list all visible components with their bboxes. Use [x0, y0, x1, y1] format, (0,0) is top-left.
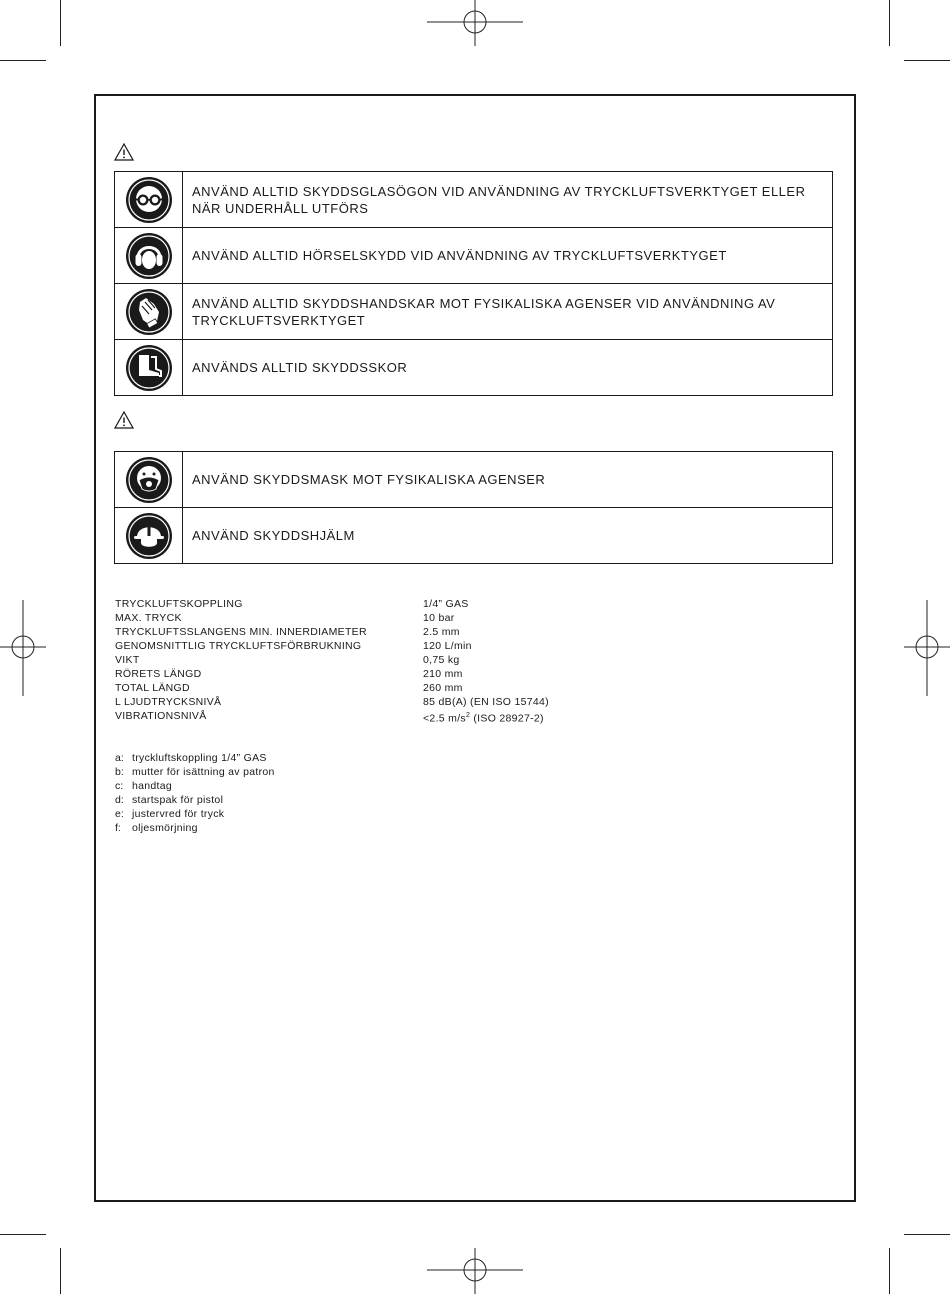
- crop-mark: [904, 60, 950, 61]
- list-item: [115, 751, 275, 765]
- list-item: [115, 807, 275, 821]
- part-label: handtag: [132, 780, 173, 792]
- safety-glasses-icon: [115, 172, 183, 227]
- crop-mark: [889, 1248, 890, 1294]
- spec-value: 210 mm: [423, 668, 463, 680]
- spec-row: [115, 625, 549, 639]
- spec-value-superscript: 2: [465, 712, 471, 719]
- registration-mark-left: [0, 600, 46, 696]
- spec-value: 85 dB(A) (EN ISO 15744): [423, 696, 549, 708]
- list-item: [115, 793, 275, 807]
- registration-mark-right: [904, 600, 950, 696]
- spec-name: TOTAL LÄNGD: [115, 682, 190, 694]
- registration-mark-top: [427, 0, 523, 46]
- spec-value: 10 bar: [423, 612, 455, 624]
- part-key: c:: [115, 780, 124, 792]
- ppe-row: [115, 284, 832, 340]
- spec-value: 2.5 mm: [423, 626, 460, 638]
- ppe-recommended-table: [114, 451, 833, 564]
- spec-name: TRYCKLUFTSSLANGENS MIN. INNERDIAMETER: [115, 626, 367, 638]
- spec-name: L LJUDTRYCKSNIVÅ: [115, 696, 222, 708]
- part-label: startspak för pistol: [132, 794, 224, 806]
- spec-row: [115, 611, 549, 625]
- spec-name: TRYCKLUFTSKOPPLING: [115, 598, 243, 610]
- ppe-text: ANVÄND SKYDDSMASK MOT FYSIKALISKA AGENSER: [192, 472, 546, 487]
- registration-mark-bottom: [427, 1248, 523, 1294]
- spec-value-standard: (ISO 28927-2): [470, 712, 544, 725]
- gloves-icon: [115, 284, 183, 339]
- spec-name: VIBRATIONSNIVÅ: [115, 710, 207, 722]
- spec-name: GENOMSNITTLIG TRYCKLUFTSFÖRBRUKNING: [115, 640, 362, 652]
- ppe-text: ANVÄND ALLTID SKYDDSHANDSKAR MOT FYSIKALISKA AGENSER VID ANVÄNDNING AV TRYCKLUFTSVERKTYGET: [192, 295, 776, 328]
- spec-value: 0,75 kg: [423, 654, 460, 666]
- spec-row: [115, 681, 549, 695]
- crop-mark: [0, 60, 46, 61]
- crop-mark: [889, 0, 890, 46]
- spec-row: [115, 695, 549, 709]
- part-key: a:: [115, 752, 124, 764]
- ear-protection-icon: [115, 228, 183, 283]
- list-item: [115, 765, 275, 779]
- spec-value: 1/4” GAS: [423, 598, 469, 610]
- spec-value: [423, 709, 544, 723]
- helmet-icon: [115, 508, 183, 563]
- ppe-required-table: [114, 171, 833, 396]
- spec-value: 120 L/min: [423, 640, 472, 652]
- crop-mark: [60, 0, 61, 46]
- list-item: [115, 779, 275, 793]
- technical-specs: [115, 597, 549, 723]
- ppe-text: ANVÄND ALLTID HÖRSELSKYDD VID ANVÄNDNING AV TRYCKLUFTSVERKTYGET: [192, 248, 727, 263]
- part-key: b:: [115, 766, 124, 778]
- part-label: justervred för tryck: [132, 808, 225, 820]
- spec-row: [115, 653, 549, 667]
- spec-row: [115, 597, 549, 611]
- warning-triangle-icon: [114, 143, 134, 161]
- parts-list: [115, 751, 275, 835]
- ppe-row: [115, 508, 832, 564]
- part-label: tryckluftskoppling 1/4” GAS: [132, 752, 267, 764]
- part-key: d:: [115, 794, 124, 806]
- spec-value: 260 mm: [423, 682, 463, 694]
- list-item: [115, 821, 275, 835]
- ppe-text: ANVÄNDS ALLTID SKYDDSSKOR: [192, 360, 408, 375]
- ppe-row: [115, 452, 832, 508]
- spec-row: [115, 639, 549, 653]
- spec-name: RÖRETS LÄNGD: [115, 668, 202, 680]
- crop-mark: [0, 1234, 46, 1235]
- part-key: e:: [115, 808, 124, 820]
- crop-mark: [60, 1248, 61, 1294]
- part-key: f:: [115, 822, 121, 834]
- spec-name: VIKT: [115, 654, 140, 666]
- part-label: oljesmörjning: [132, 822, 198, 834]
- ppe-row: [115, 172, 832, 228]
- dust-mask-icon: [115, 452, 183, 507]
- warning-triangle-icon: [114, 411, 134, 429]
- ppe-text: ANVÄND ALLTID SKYDDSGLASÖGON VID ANVÄNDNING AV TRYCKLUFTSVERKTYGET ELLER NÄR UNDERHÅLL UTFÖRS: [192, 183, 806, 216]
- spec-row: [115, 667, 549, 681]
- spec-name: MAX. TRYCK: [115, 612, 182, 624]
- safety-boots-icon: [115, 340, 183, 395]
- ppe-row: [115, 228, 832, 284]
- spec-value-main: <2.5 m/s: [423, 712, 466, 725]
- part-label: mutter för isättning av patron: [132, 766, 275, 778]
- crop-mark: [904, 1234, 950, 1235]
- ppe-row: [115, 340, 832, 396]
- spec-row: [115, 709, 549, 723]
- ppe-text: ANVÄND SKYDDSHJÄLM: [192, 528, 355, 543]
